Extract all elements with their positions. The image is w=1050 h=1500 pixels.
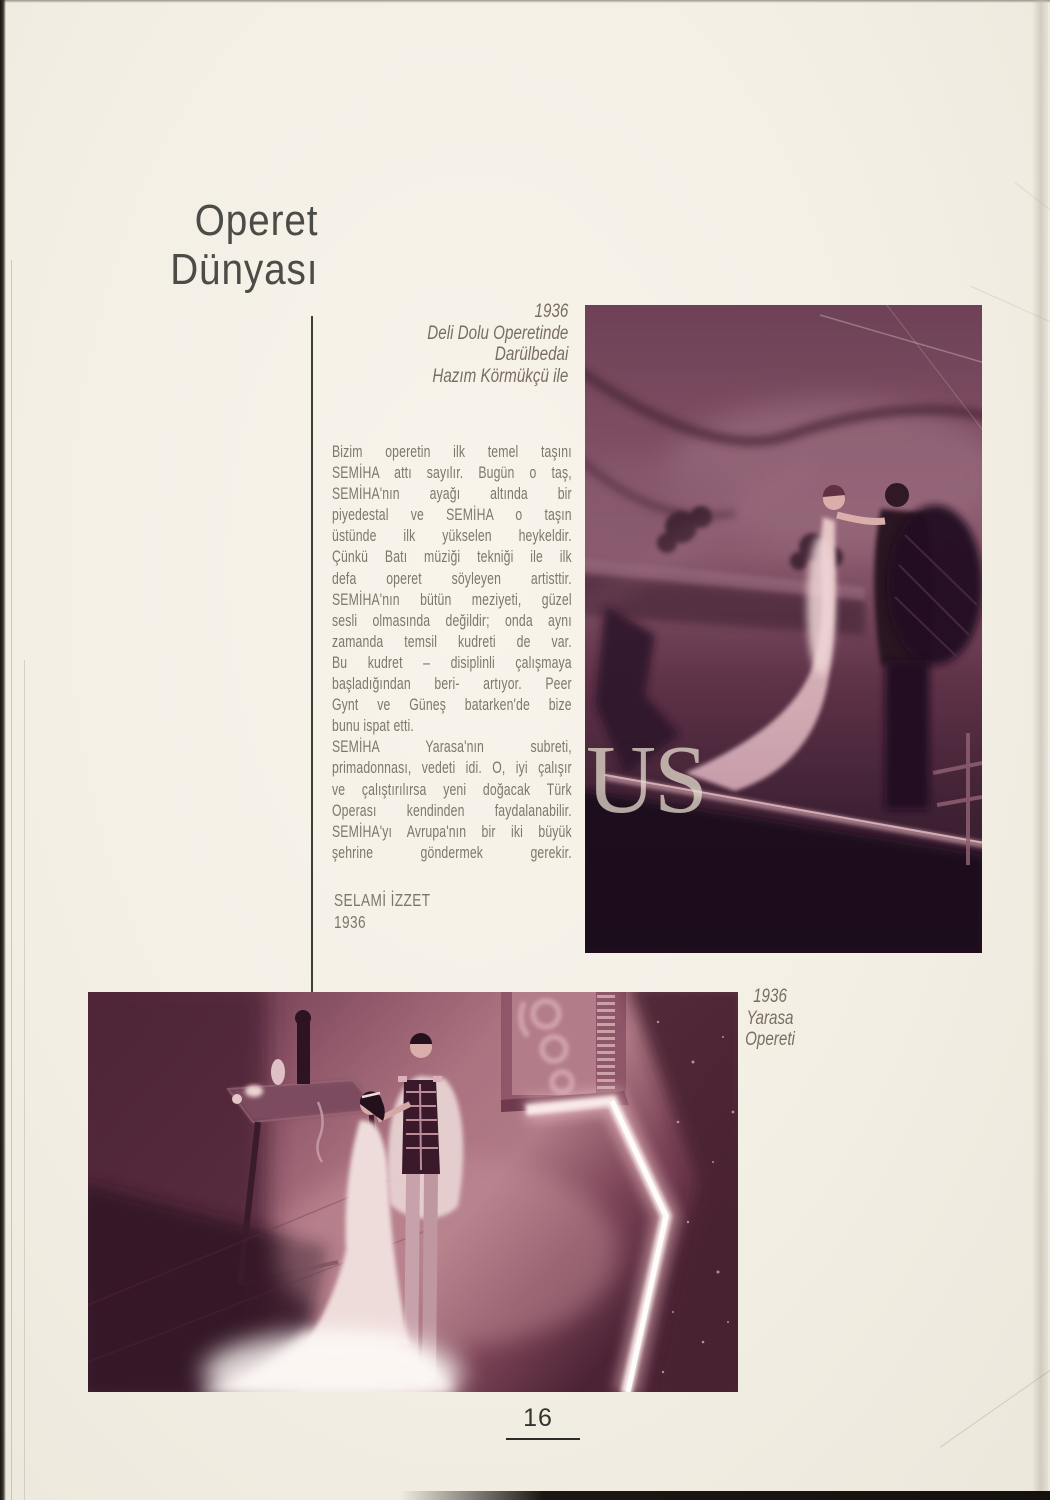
watermark-text: US (586, 726, 706, 833)
scan-left-edge-shadow (0, 0, 6, 1500)
page-number: 16 (523, 1404, 553, 1432)
scan-top-edge-shadow (0, 0, 1050, 3)
page-title: Operet Dünyası (169, 196, 318, 294)
caption-bottom-photo: 1936 Yarasa Opereti (745, 986, 795, 1050)
stage-scene-illustration (88, 992, 738, 1392)
article-body-text: Bizim operetin ilk temel taşını SEMİHA attı sayılır. Bugün o taş, SEMİHA'nın ayağı altında bir piyedestal ve SEMİHA o taşın üstünde ilk yükselen heykeldir. Çünkü Batı müziği tekniği ile ilk defa operet söyleyen artisttir. SEMİHA'nın bütün meziyeti, güzel sesli olmasında değildir; onda aynı zamanda temsil kudreti de var. Bu kudret – disiplinli çalışmaya başladığından beri- artıyor. Peer Gynt ve Güneş batarken'de bize bunu ispat etti. SEMİHA Yarasa'nın subreti, primadonnası, vedeti idi. O, iyi çalışır ve çalıştırılırsa yeni doğacak Türk Operası kendinden faydalanabilir. SEMİHA'yı Avrupa'nın bir iki büyük şehrine göndermek gerekir. (332, 442, 572, 862)
stage-scene-illustration (585, 305, 982, 953)
caption-top-photo: 1936 Deli Dolu Operetinde Darülbedai Hazım Körmükçü ile (426, 301, 568, 387)
page-edge-line (24, 660, 25, 1500)
page-number-underline (506, 1438, 580, 1440)
page-edge-line (11, 260, 12, 1500)
photo-yarasa-operetta (88, 992, 738, 1392)
article-signature: SELAMİ İZZET 1936 (334, 890, 431, 932)
photo-deli-dolu-operetta (585, 305, 982, 953)
scan-right-edge-band (1032, 0, 1048, 1500)
scan-bottom-edge-shadow (400, 1491, 1050, 1500)
vertical-divider-rule (311, 316, 313, 992)
